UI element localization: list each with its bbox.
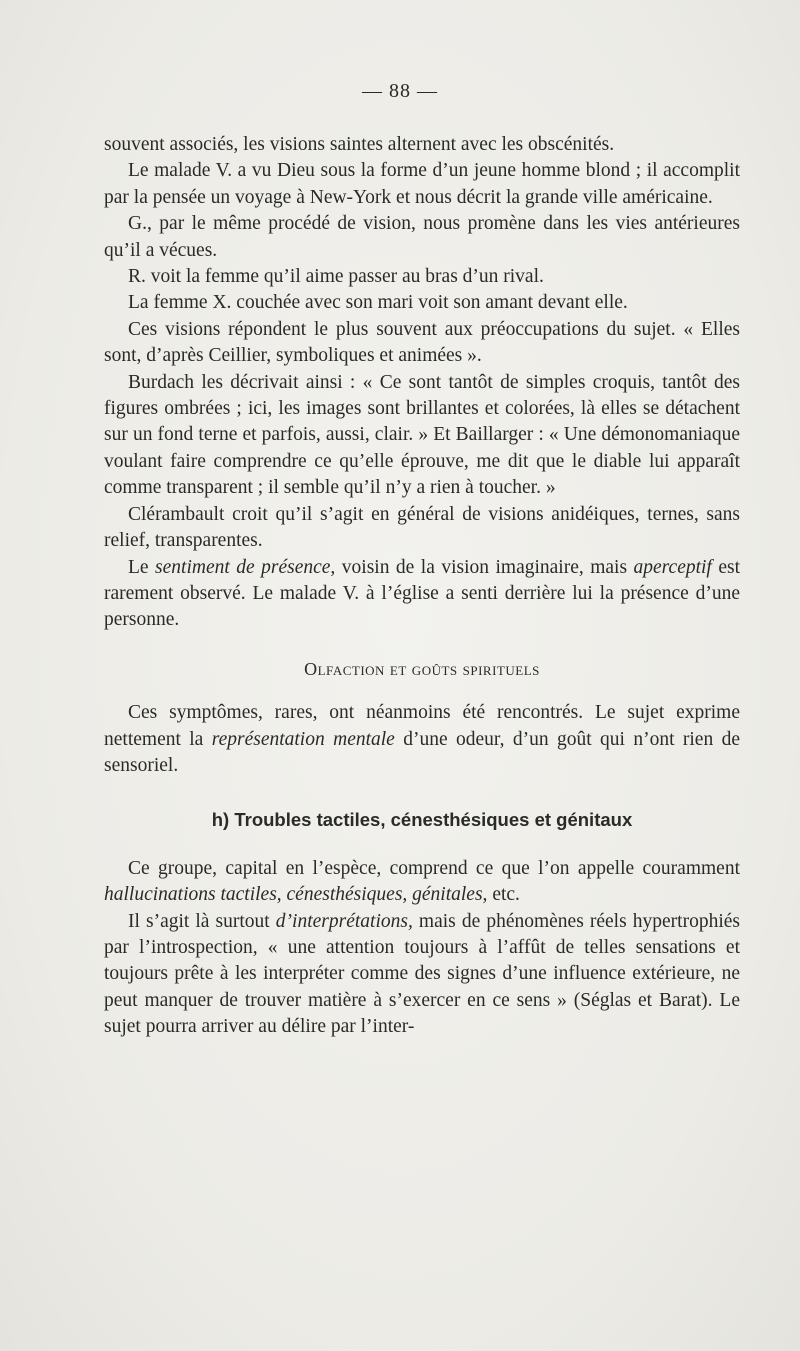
paragraph-10-italic-b: représentation mentale xyxy=(211,728,395,750)
paragraph-11-text-a: Ce groupe, capital en l’espèce, comprend ce que l’on appelle couramment xyxy=(128,857,740,879)
section-heading-text: Olfaction et goûts spirituels xyxy=(304,658,540,679)
paragraph-12-italic-b: d’interprétations, xyxy=(275,910,413,932)
paragraph-3: G., par le même procédé de vision, nous promène dans les vies antérieures qu’il a vécues. xyxy=(104,213,740,261)
section-heading xyxy=(104,656,740,682)
subsection-heading: h) Troubles tactiles, cénesthésiques et génitaux xyxy=(211,809,633,831)
paragraph-4: R. voit la femme qu’il aime passer au bras d’un rival. xyxy=(128,266,544,288)
paragraph-10-text-a: Ces symptômes, rares, ont néanmoins été rencontrés. Le sujet exprime nettement la xyxy=(104,702,740,750)
paragraph-12-text-a: Il s’agit là surtout xyxy=(128,910,276,932)
paragraph-9-text-c: voisin de la vision imaginaire, mais xyxy=(335,556,634,578)
paragraph-10 xyxy=(104,700,740,779)
paragraph-12-text-c: mais de phénomènes réels hypertrophiés par l’introspection, « une attention toujours à l’affût de telles sensations et toujours prête à les interpréter comme des signes d’une influence extérieure, ne peut manquer de trouver matière à s’exercer en ce sens » (Séglas et Barat). Le sujet pourra arriver au délire par l’inter- xyxy=(104,910,740,1038)
paragraph-12 xyxy=(104,909,740,1041)
paragraph-9-italic-b: sentiment de présence, xyxy=(155,556,336,578)
paragraph-11-text-c: etc. xyxy=(487,884,520,906)
paragraph-8: Clérambault croit qu’il s’agit en général de visions anidéiques, ternes, sans relief, transparentes. xyxy=(104,503,740,552)
page-body xyxy=(104,132,740,1041)
paragraph-9-italic-d: aperceptif xyxy=(633,556,712,578)
page-number: — 88 — xyxy=(362,80,438,102)
paragraph-7: Burdach les décrivait ainsi : « Ce sont tantôt de simples croquis, tantôt des figures ombrées ; ici, les images sont brillantes et colorées, là elles se détachent sur un fond terne et parfois, aussi, clair. » Et Baillarger : « Une démonomaniaque voulant faire comprendre ce qu’elle éprouve, me dit que le diable lui apparaît comme transparent ; il semble qu’il n’y a rien à toucher. » xyxy=(104,371,740,499)
paragraph-2: Le malade V. a vu Dieu sous la forme d’un jeune homme blond ; il accomplit par la pensée un voyage à New-York et nous décrit la grande ville américaine. xyxy=(104,160,740,208)
paragraph-9-text-a: Le xyxy=(128,556,156,578)
paragraph-9 xyxy=(104,555,740,634)
paragraph-11-italic-b: hallucinations tactiles, cénesthésiques, génitales, xyxy=(104,884,488,906)
paragraph-5: La femme X. couchée avec son mari voit son amant devant elle. xyxy=(128,292,628,314)
paragraph-6: Ces visions répondent le plus souvent aux préoccupations du sujet. « Elles sont, d’après Ceillier, symboliques et animées ». xyxy=(104,318,740,367)
paragraph-11 xyxy=(104,856,740,909)
paragraph-10-text-c: d’une odeur, d’un goût qui n’ont rien de sensoriel. xyxy=(104,728,740,776)
paragraph-9-text-e: est rarement observé. Le malade V. à l’église a senti derrière lui la présence d’une personne. xyxy=(104,556,740,631)
paragraph-1: souvent associés, les visions saintes alternent avec les obscénités. xyxy=(104,134,615,155)
